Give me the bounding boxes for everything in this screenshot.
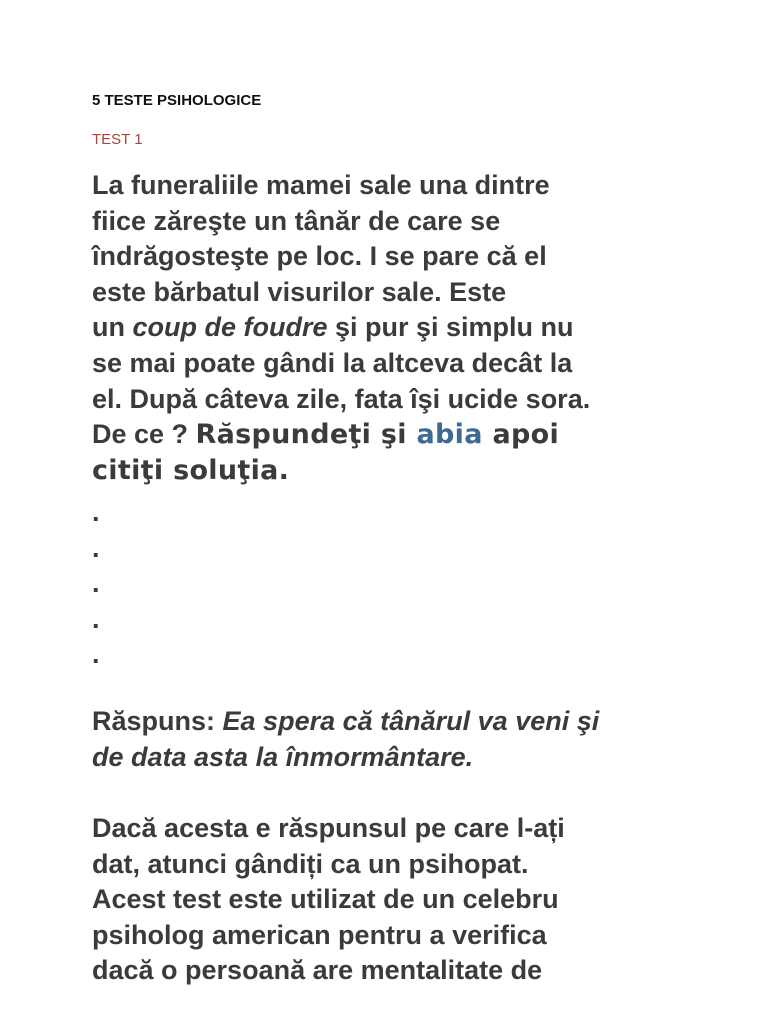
cta-text: apoi (482, 419, 560, 451)
abia-link[interactable]: abia (416, 419, 483, 451)
separator-dots (92, 495, 100, 673)
question-text: şi pur şi simplu nu (327, 312, 574, 343)
explanation-line: Dacă acesta e răspunsul pe care l-ați (92, 813, 565, 843)
italic-phrase: coup de foudre (132, 312, 328, 343)
dot: . (92, 639, 100, 670)
answer-paragraph (92, 704, 692, 775)
question-text: un (92, 312, 133, 343)
explanation-line: Acest test este utilizat de un celebru (92, 884, 559, 915)
dot: . (92, 532, 100, 563)
answer-line (92, 740, 692, 776)
question-line (92, 310, 682, 346)
answer-text: de data asta la înmormântare. (92, 741, 474, 772)
test-label: TEST 1 (92, 131, 143, 148)
document-title: 5 TESTE PSIHOLOGICE (92, 92, 262, 109)
question-line: el. După câteva zile, fata îşi ucide sora. (92, 383, 591, 414)
call-to-action (196, 419, 559, 450)
cta-text: Răspundeţi şi (195, 419, 417, 451)
dot: . (92, 603, 100, 634)
answer-text: Ea spera că tânărul va veni şi (222, 706, 600, 736)
explanation-line: dat, atunci gândiți ca un psihopat. (92, 848, 529, 879)
question-line: este bărbatul visurilor sale. Este (92, 276, 507, 307)
call-to-action-line: citiţi soluţia. (92, 454, 290, 486)
question-line: La funeraliile mamei sale una dintre (92, 170, 550, 200)
question-line: se mai poate gândi la altceva decât la (92, 347, 573, 378)
dot: . (92, 497, 100, 527)
answer-line (92, 704, 692, 740)
explanation-line: dacă o persoană are mentalitate de (92, 955, 543, 986)
explanation-paragraph (92, 811, 652, 989)
question-line: fiice zăreşte un tânăr de care se (92, 205, 501, 236)
question-text: De ce ? (92, 419, 196, 450)
answer-label: Răspuns: (92, 706, 223, 736)
question-line (92, 417, 682, 453)
explanation-line: psiholog american pentru a verifica (92, 919, 547, 950)
question-paragraph (92, 168, 682, 488)
question-line: îndrăgosteşte pe loc. I se pare că el (92, 241, 547, 272)
dot: . (92, 568, 100, 599)
